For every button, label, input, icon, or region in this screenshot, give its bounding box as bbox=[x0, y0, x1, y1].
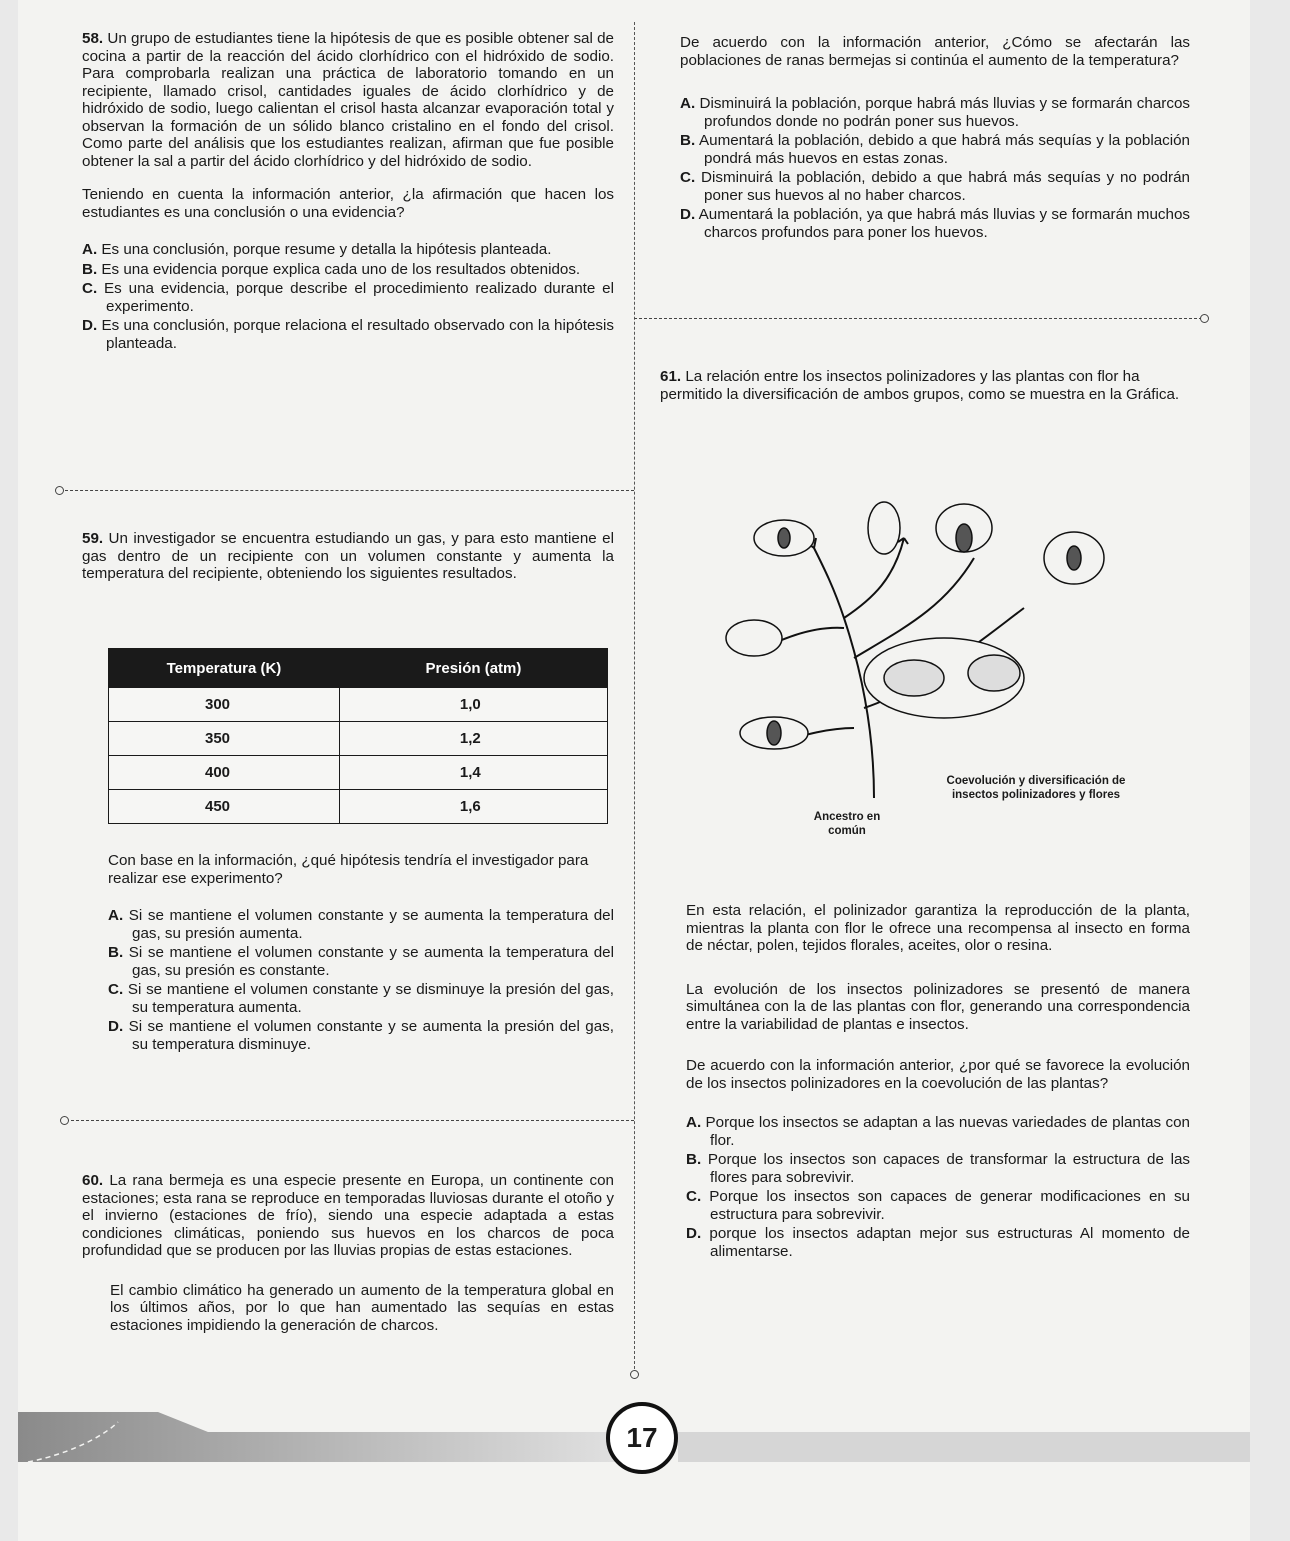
q60-stem: 60. La rana bermeja es una especie presente en Europa, un continente con estaciones; esta rana se reproduce en temporadas lluviosas durante el otoño y el invierno (estaciones de frío), siendo una especie adaptada a estas condiciones climáticas, poniendo sus huevos en los charcos de poca profundidad que se producen por las lluvias propias de estas estaciones. bbox=[82, 1172, 614, 1259]
q60-option-b[interactable]: B. Aumentará la población, debido a que habrá más sequías y la población pondrá más huevos en estas zonas. bbox=[680, 132, 1190, 167]
separator-q58-q59 bbox=[60, 490, 634, 491]
flowers-and-insects bbox=[726, 502, 1104, 749]
table-header-pressure: Presión (atm) bbox=[339, 649, 607, 688]
q58-question: Teniendo en cuenta la información anterior, ¿la afirmación que hacen los estudiantes es una conclusión o una evidencia? bbox=[82, 186, 614, 221]
separator-q60-q61 bbox=[634, 318, 1202, 319]
separator-dot bbox=[60, 1116, 69, 1125]
q59-stem: 59. Un investigador se encuentra estudiando un gas, y para esto mantiene el gas dentro de un recipiente con un volumen constante y aumenta la temperatura del recipiente, obteniendo los siguientes resultados. bbox=[82, 530, 614, 582]
table-row: 450 1,6 bbox=[109, 790, 608, 824]
table-row: 300 1,0 bbox=[109, 688, 608, 722]
q59-option-b[interactable]: B. Si se mantiene el volumen constante y se aumenta la temperatura del gas, su presión es constante. bbox=[108, 944, 614, 979]
separator-dot bbox=[1200, 314, 1209, 323]
separator-q59-q60 bbox=[66, 1120, 634, 1121]
coevolution-figure bbox=[694, 498, 1174, 858]
bee bbox=[778, 528, 790, 548]
q58-option-d[interactable]: D. Es una conclusión, porque relaciona el resultado observado con la hipótesis planteada. bbox=[82, 317, 614, 352]
figure-caption-coevolution: Coevolución y diversificación de insectos polinizadores y flores bbox=[946, 775, 1126, 801]
q60-question-block bbox=[680, 34, 1190, 243]
q60-option-d[interactable]: D. Aumentará la población, ya que habrá más lluvias y se formarán muchos charcos profundos para poner los huevos. bbox=[680, 206, 1190, 241]
tree-branch bbox=[844, 538, 904, 618]
flower bbox=[868, 502, 900, 554]
coevolution-tree-drawing bbox=[694, 498, 1174, 798]
q61-stem: 61. La relación entre los insectos polinizadores y las plantas con flor ha permitido la diversificación de ambos grupos, como se muestra en la Gráfica. bbox=[660, 368, 1180, 403]
q61-option-b[interactable]: B. Porque los insectos son capaces de transformar la estructura de las flores para sobrevivir. bbox=[686, 1151, 1190, 1186]
q61-stem-2: En esta relación, el polinizador garantiza la reproducción de la planta, mientras la planta con flor le ofrece una recompensa al insecto en forma de néctar, polen, tejidos florales, aceites, olor o resina. bbox=[686, 902, 1190, 954]
separator-dot bbox=[55, 486, 64, 495]
figure-caption-ancestor: Ancestro en común bbox=[813, 811, 881, 837]
question-60 bbox=[82, 1172, 614, 1334]
q59-question-block bbox=[108, 852, 614, 1055]
q58-option-c[interactable]: C. Es una evidencia, porque describe el procedimiento realizado durante el experimento. bbox=[82, 280, 614, 315]
q59-question: Con base en la información, ¿qué hipótesis tendría el investigador para realizar ese experimento? bbox=[108, 852, 589, 887]
column-divider bbox=[634, 22, 635, 1374]
flower bbox=[726, 620, 782, 656]
bee bbox=[956, 524, 972, 552]
bee bbox=[1067, 546, 1081, 570]
question-58 bbox=[82, 30, 614, 354]
question-61 bbox=[660, 368, 1190, 403]
separator-dot bbox=[630, 1370, 639, 1379]
q61-option-d[interactable]: D. porque los insectos adaptan mejor sus estructuras Al momento de alimentarse. bbox=[686, 1225, 1190, 1260]
q61-stem-3: La evolución de los insectos polinizadores se presentó de manera simultánea con la de las plantas con flor, generando una correspondencia entre la variabilidad de plantas e insectos. bbox=[686, 980, 1190, 1033]
q60-option-c[interactable]: C. Disminuirá la población, debido a que habrá más sequías y no podrán poner sus huevos al no haber charcos. bbox=[680, 169, 1190, 204]
q59-option-c[interactable]: C. Si se mantiene el volumen constante y se disminuye la presión del gas, su temperatura aumenta. bbox=[108, 981, 614, 1016]
table-row: 350 1,2 bbox=[109, 722, 608, 756]
q61-body bbox=[686, 902, 1190, 1262]
bee bbox=[767, 721, 781, 745]
q58-number: 58. bbox=[82, 30, 104, 47]
q60-stem-2: El cambio climático ha generado un aumento de la temperatura global en los últimos años, por lo que han aumentado las sequías en estas estaciones impidiendo la generación de charcos. bbox=[110, 1281, 614, 1334]
q59-table bbox=[108, 648, 608, 824]
question-59 bbox=[82, 530, 614, 583]
page-number: 17 bbox=[606, 1402, 678, 1474]
q59-option-d[interactable]: D. Si se mantiene el volumen constante y se aumenta la presión del gas, su temperatura disminuye. bbox=[108, 1018, 614, 1053]
q61-question: De acuerdo con la información anterior, ¿por qué se favorece la evolución de los insectos polinizadores en la coevolución de las plantas? bbox=[686, 1057, 1190, 1092]
q60-question: De acuerdo con la información anterior, ¿Cómo se afectarán las poblaciones de ranas bermejas si continúa el aumento de la temperatura? bbox=[680, 34, 1190, 69]
q60-option-a[interactable]: A. Disminuirá la población, porque habrá más lluvias y se formarán charcos profundos donde no podrán poner sus huevos. bbox=[680, 95, 1190, 130]
q58-option-b[interactable]: B. Es una evidencia porque explica cada uno de los resultados obtenidos. bbox=[82, 260, 581, 278]
q61-option-a[interactable]: A. Porque los insectos se adaptan a las nuevas variedades de plantas con flor. bbox=[686, 1114, 1190, 1149]
q58-stem: 58. Un grupo de estudiantes tiene la hipótesis de que es posible obtener sal de cocina a partir de la reacción del ácido clorhídrico con el hidróxido de sodio. Para comprobarla realizan una práctica de laboratorio tomando en un recipiente, llamado crisol, cantidades iguales de ácido clorhídrico y de hidróxido de sodio, luego calientan el crisol hasta alcanzar evaporación total y observan la formación de un sólido blanco cristalino en el fondo del crisol. Como parte del análisis que los estudiantes realizan, afirman que fue posible obtener la sal a partir del ácido clorhídrico y del hidróxido de sodio. bbox=[82, 30, 614, 170]
table-header-temperature: Temperatura (K) bbox=[109, 649, 340, 688]
q61-option-c[interactable]: C. Porque los insectos son capaces de generar modificaciones en su estructura para sobrevivir. bbox=[686, 1188, 1190, 1223]
q59-option-a[interactable]: A. Si se mantiene el volumen constante y se aumenta la temperatura del gas, su presión aumenta. bbox=[108, 907, 614, 942]
table-row: 400 1,4 bbox=[109, 756, 608, 790]
q58-option-a[interactable]: A. Es una conclusión, porque resume y detalla la hipótesis planteada. bbox=[82, 241, 552, 258]
